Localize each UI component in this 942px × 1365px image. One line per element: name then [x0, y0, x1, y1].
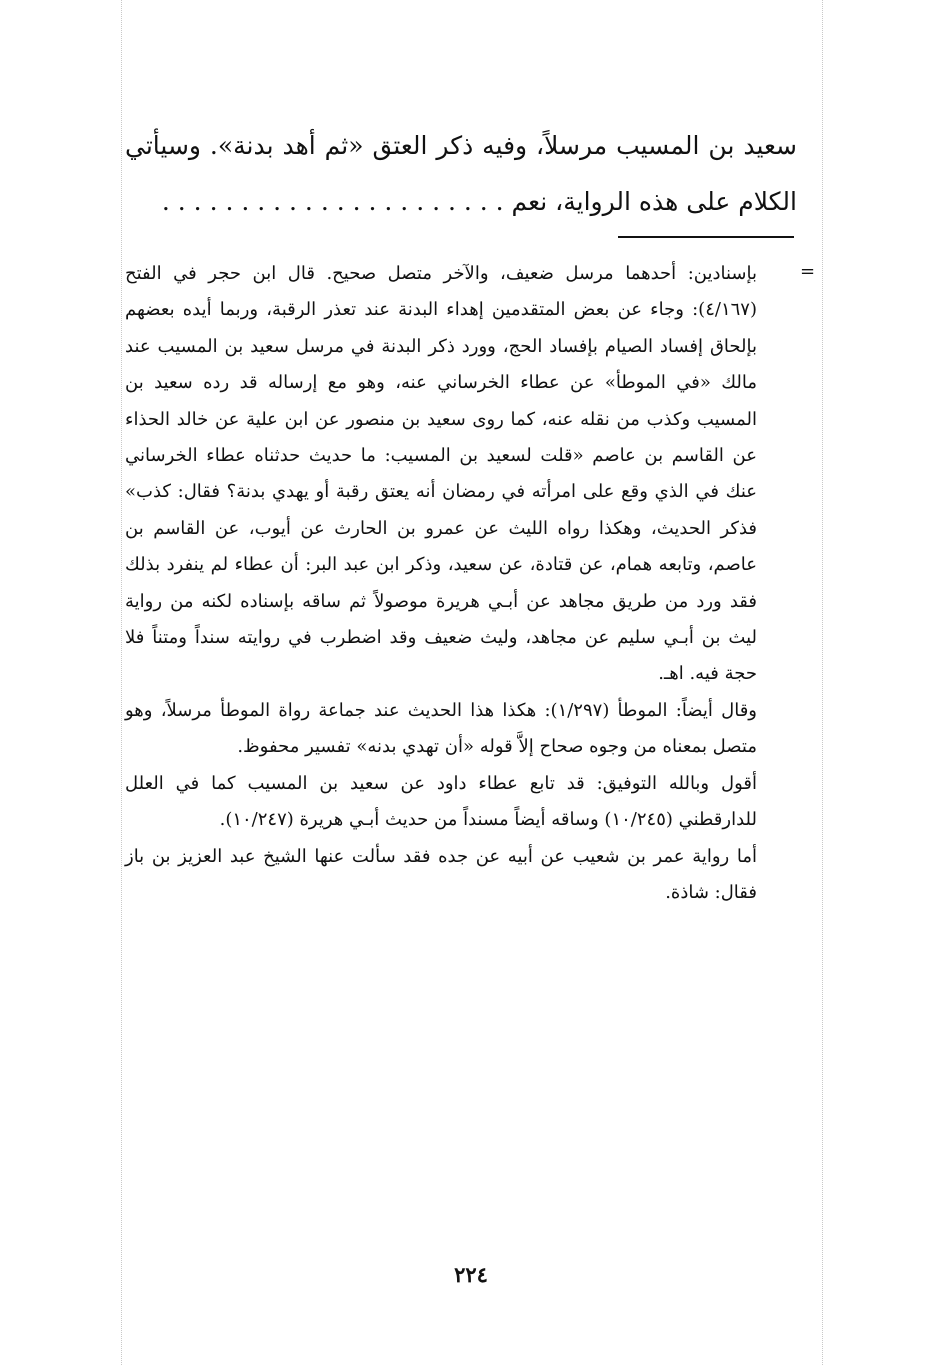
footnote-paragraph: أقول وبالله التوفيق: قد تابع عطاء داود عن سعيد بن المسيب كما في العلل للدارقطني (١٠/٢٤٥) وساقه أيضاً مسنداً من حديث أبـي هريرة (١٠/٢٤٧).	[125, 772, 757, 831]
main-paragraph: سعيد بن المسيب مرسلاً، وفيه ذكر العتق «ثم أهد بدنة». وسيأتي الكلام على هذه الرواية، نعم . . . . . . . . . . . . . . . . . . . . . .	[125, 131, 797, 216]
left-scan-edge	[121, 0, 122, 1365]
right-scan-edge	[822, 0, 823, 1365]
footnote-separator	[618, 236, 794, 238]
footnote-paragraph: أما رواية عمر بن شعيب عن أبيه عن جده فقد سألت عنها الشيخ عبد العزيز بن باز فقال: شاذة.	[125, 845, 757, 903]
footnote-paragraph: بإسنادين: أحدهما مرسل ضعيف، والآخر متصل صحيح. قال ابن حجر في الفتح (٤/١٦٧): وجاء عن بعض المتقدمين إهداء البدنة عند تعذر الرقبة، وربما أيده بعضهم بإلحاق إفساد الصيام بإفساد الحج، وورد ذكر البدنة في مرسل سعيد بن المسيب عند مالك «في الموطأ» عن عطاء الخرساني عنه، وهو مع إرساله قد رده سعيد بن المسيب وكذب من نقله عنه، كما روى سعيد بن منصور عن ابن علية عن خالد الحذاء عن القاسم بن عاصم «قلت لسعيد بن المسيب: ما حديث حدثناه عطاء الخرساني عنك في الذي وقع على امرأته في رمضان أنه يعتق رقبة أو يهدي بدنة؟ فقال: كذب» فذكر الحديث، وهكذا رواه الليث عن عمرو بن الحارث عن أيوب، عن القاسم بن عاصم، وتابعه همام، عن قتادة، عن سعيد، وذكر ابن عبد البر: أن عطاء لم ينفرد بذلك فقد ورد من طريق مجاهد عن أبـي هريرة موصولاً ثم ساقه بإسناده لكنه من رواية ليث بن أبـي سليم عن مجاهد، وليث ضعيف وقد اضطرب في روايته سنداً ومتناً فلا حجة فيه. اهـ.	[125, 263, 758, 685]
main-text	[125, 118, 797, 230]
footnote-paragraph: وقال أيضاً: الموطأ (١/٢٩٧): هكذا هذا الحديث عند جماعة رواة الموطأ مرسلاً، وهو متصل بمعناه من وجوه صحاح إلاَّ قوله «أن تهدي بدنه» تفسير محفوظ.	[125, 699, 757, 758]
footnotes	[125, 256, 757, 911]
page-number: ٢٢٤	[454, 1262, 488, 1287]
footnote-continuation-mark: =	[800, 261, 816, 282]
